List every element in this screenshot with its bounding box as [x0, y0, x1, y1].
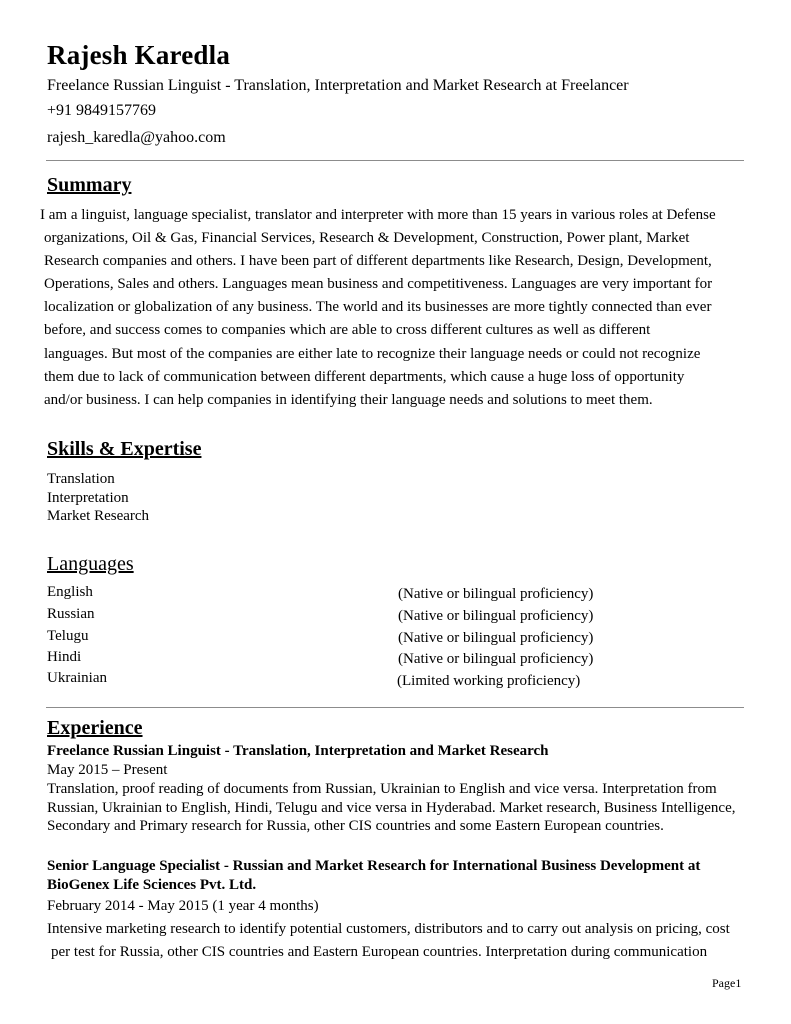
skill-item: Market Research — [47, 508, 150, 525]
summary-line: and/or business. I can help companies in identifying their language needs and solutions to meet them. — [44, 391, 653, 408]
job-description-line: per test for Russia, other CIS countries and Eastern European countries. Interpretation during communication — [51, 944, 708, 960]
page-number: Page1 — [712, 976, 742, 990]
divider — [46, 160, 744, 161]
language-name: Russian — [47, 606, 95, 622]
candidate-name: Rajesh Karedla — [47, 40, 231, 70]
skills-heading: Skills & Expertise — [47, 438, 202, 460]
summary-line: before, and success comes to companies which are able to cross different cultures as well as different — [44, 322, 651, 339]
job-description-line: Intensive marketing research to identify potential customers, distributors and to carry out analysis on pricing, cost — [47, 921, 730, 937]
language-level: (Native or bilingual proficiency) — [398, 651, 594, 667]
skills-list — [47, 470, 149, 526]
language-name: Telugu — [47, 628, 89, 644]
summary-heading: Summary — [47, 174, 132, 196]
language-level: (Native or bilingual proficiency) — [398, 586, 594, 602]
summary-line: I am a linguist, language specialist, translator and interpreter with more than 15 years in various roles at Defense — [40, 207, 716, 223]
summary-line: Research companies and others. I have been part of different departments like Research, Design, Development, — [44, 253, 712, 270]
skill-item: Translation — [47, 471, 115, 487]
divider — [46, 707, 744, 708]
headline: Freelance Russian Linguist - Translation, Interpretation and Market Research at Freelancer — [47, 77, 629, 94]
job-description-line: Russian, Ukrainian to English, Hindi, Telugu and vice versa in Hyderabad. Market research, Business Intelligence, — [47, 799, 736, 816]
job-title-line: Senior Language Specialist - Russian and Market Research for International Business Development at — [47, 858, 701, 874]
language-level: (Native or bilingual proficiency) — [398, 630, 594, 646]
job-dates: May 2015 – Present — [47, 762, 168, 778]
summary-line: localization or globalization of any business. The world and its businesses are more tightly connected than ever — [44, 299, 712, 316]
job-title-line: BioGenex Life Sciences Pvt. Ltd. — [47, 876, 257, 893]
job-description-line: Translation, proof reading of documents from Russian, Ukrainian to English and vice versa. Interpretation from — [47, 781, 717, 797]
language-name: Ukrainian — [47, 670, 107, 686]
languages-heading: Languages — [47, 553, 134, 575]
language-name: English — [47, 584, 93, 600]
language-level: (Native or bilingual proficiency) — [398, 608, 594, 624]
summary-line: organizations, Oil & Gas, Financial Services, Research & Development, Construction, Power plant, Market — [44, 230, 690, 247]
phone-number: +91 9849157769 — [47, 102, 157, 119]
job-dates: February 2014 - May 2015 (1 year 4 months) — [47, 898, 319, 914]
summary-line: Operations, Sales and others. Languages mean business and competitiveness. Languages are very important for — [44, 276, 713, 293]
summary-line: languages. But most of the companies are either late to recognize their language needs or could not recognize — [44, 345, 701, 362]
experience-heading: Experience — [47, 717, 143, 739]
job-title — [47, 857, 700, 894]
language-level: (Limited working proficiency) — [397, 673, 581, 689]
language-name: Hindi — [47, 649, 82, 665]
skill-item: Interpretation — [47, 489, 129, 506]
summary-line: them due to lack of communication between different departments, which cause a huge loss of opportunity — [44, 368, 685, 385]
job-title: Freelance Russian Linguist - Translation, Interpretation and Market Research — [47, 743, 549, 759]
email-address: rajesh_karedla@yahoo.com — [47, 129, 226, 146]
summary-text — [40, 204, 716, 412]
job-description-line: Secondary and Primary research for Russia, other CIS countries and some Eastern European countries. — [47, 818, 664, 835]
job-description — [47, 780, 736, 836]
